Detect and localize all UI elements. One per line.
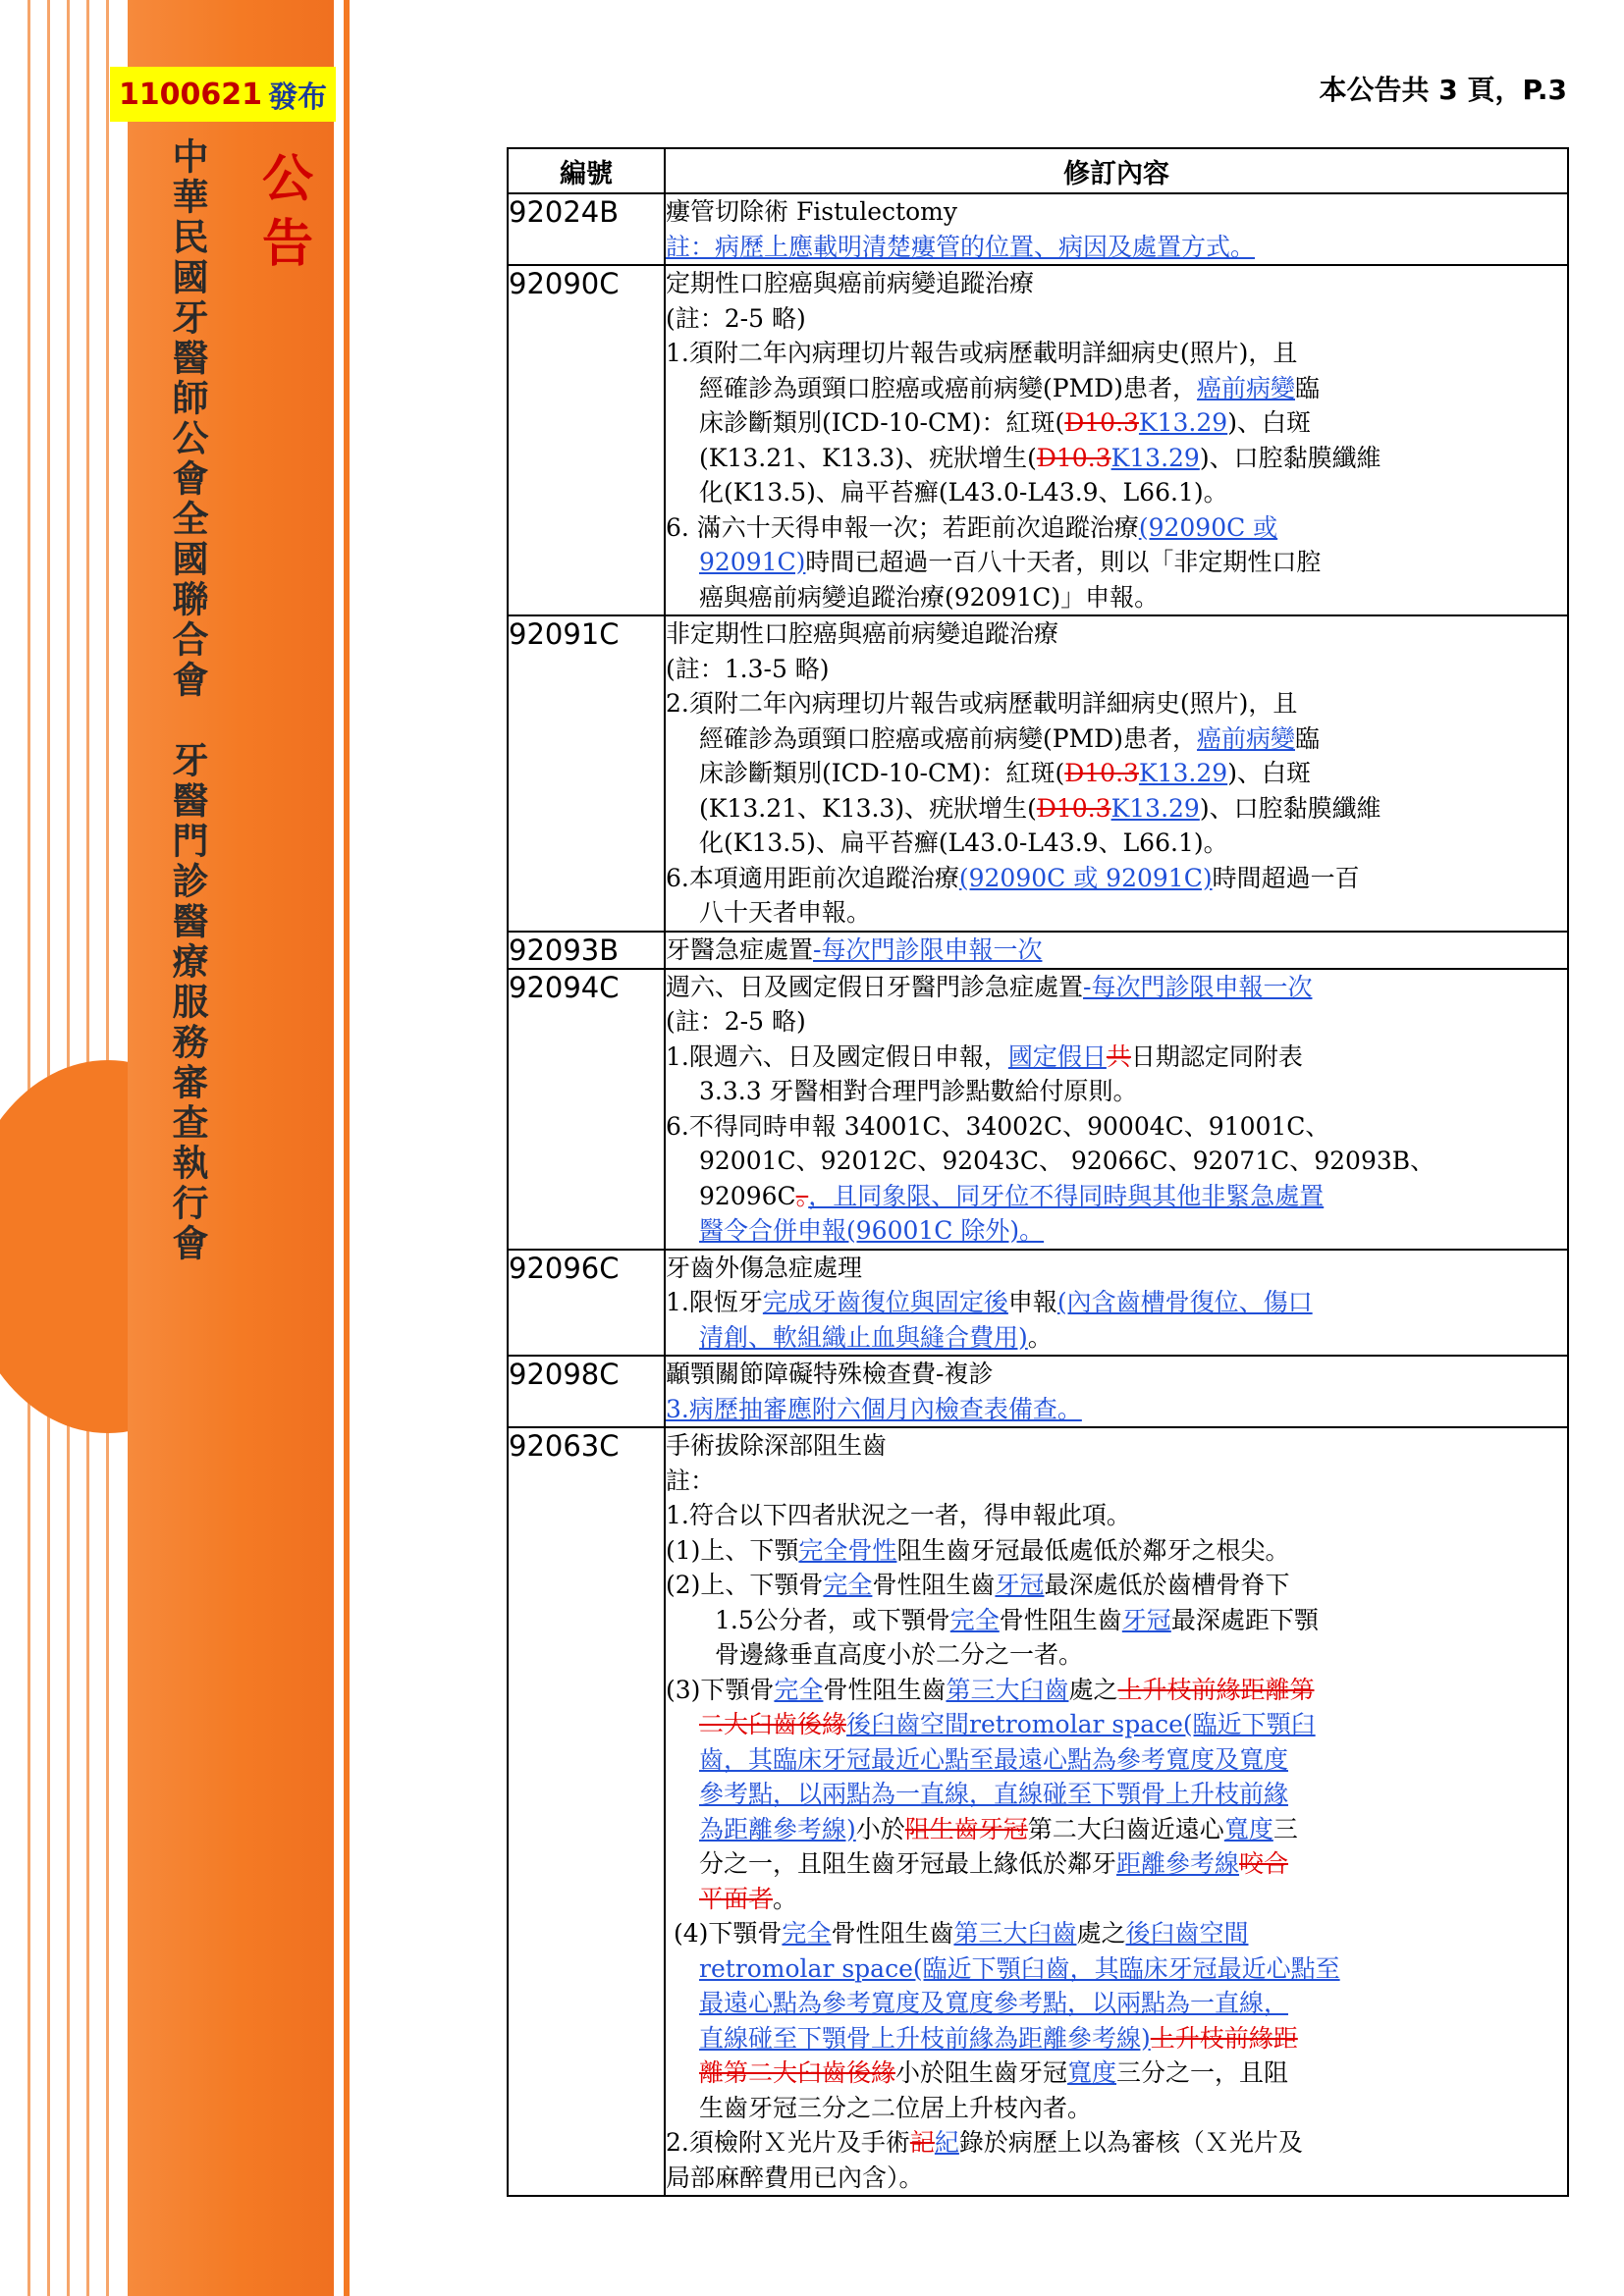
text-line [666, 1707, 1567, 1742]
table-header-row [508, 148, 1568, 193]
text-line [666, 1673, 1567, 1708]
text-line: 齒，其臨床牙冠最近心點至最遠心點為參考寬度及寬度 [699, 1744, 1289, 1774]
text-line [666, 861, 1567, 896]
text-span: 。 [1027, 1322, 1053, 1352]
added-text: 牙冠 [995, 1571, 1045, 1599]
added-text: 完全 [782, 1919, 832, 1948]
added-text: 第三大臼齒 [946, 1675, 1069, 1704]
text-span: 小於 [855, 1814, 905, 1843]
text-line: 1.符合以下四者狀況之一者，得申報此項。 [666, 1501, 1131, 1529]
table-row [508, 969, 1568, 1250]
text-span: 錄於病歷上以為審核（Ｘ光片及 [958, 2128, 1303, 2157]
text-line [666, 1882, 1567, 1917]
content-cell [665, 969, 1568, 1250]
added-text: 後臼齒空間retromolar space(臨近下顎臼 [846, 1710, 1316, 1738]
added-text: 距離參考線 [1116, 1849, 1240, 1878]
text-line [666, 1533, 1567, 1569]
added-text: K13.29 [1138, 408, 1228, 437]
content-cell [665, 932, 1568, 969]
text-line: 牙齒外傷急症處理 [666, 1253, 863, 1282]
text-span: 日期認定同附表 [1130, 1041, 1303, 1071]
added-text: 國定假日 [1007, 1041, 1107, 1071]
text-line [666, 1568, 1567, 1603]
text-line: 生齒牙冠三分之二位居上升枝內者。 [699, 2093, 1093, 2122]
text-span: 分之一，且阻生齒牙冠最上緣低於鄰牙 [699, 1849, 1117, 1878]
page-info: 本公告共 3 頁，P.3 [1319, 74, 1567, 106]
added-text: 後臼齒空間 [1125, 1919, 1249, 1948]
table-row [508, 1356, 1568, 1427]
table-row [508, 1427, 1568, 2196]
added-text: 寬度 [1223, 1814, 1273, 1843]
text-span: 時間已超過一百八十天者，則以「非定期性口腔 [805, 548, 1322, 576]
text-line: (註：2-5 略) [666, 303, 806, 333]
content-cell [665, 1250, 1568, 1357]
text-line [666, 1285, 1567, 1320]
added-text: ，且同象限、同牙位不得同時與其他非緊急處置 [808, 1181, 1325, 1210]
text-span: 骨性阻生齒 [831, 1919, 954, 1948]
code-cell: 92094C [508, 969, 665, 1250]
added-text: 完成牙齒復位與固定後 [762, 1288, 1008, 1316]
text-line: 化(K13.5)、扁平苔癬(L43.0-L43.9、L66.1)。 [699, 828, 1228, 857]
deleted-text: 記 [909, 2128, 935, 2157]
text-line [666, 1603, 1567, 1638]
deleted-text: 共 [1106, 1041, 1131, 1071]
code-cell: 92063C [508, 1427, 665, 2196]
text-span: 經確診為頭頸口腔癌或癌前病變(PMD)患者， [699, 373, 1197, 402]
deleted-text: D10.3 [1064, 408, 1139, 437]
text-span: 經確診為頭頸口腔癌或癌前病變(PMD)患者， [699, 723, 1197, 753]
added-text: 完全骨性 [798, 1535, 897, 1565]
text-line [666, 1916, 1567, 1951]
text-line [666, 2125, 1567, 2161]
content-cell [665, 1427, 1568, 2196]
text-span: 1.5公分者，或下顎骨 [715, 1605, 950, 1634]
deleted-text: 。 [795, 1181, 809, 1210]
organization-name: 中華民國牙醫師公會全國聯合會 牙醫門診醫療服務審查執行會 [166, 137, 208, 1264]
text-line: 化(K13.5)、扁平苔癬(L43.0-L43.9、L66.1)。 [699, 478, 1228, 507]
text-line: (註：2-5 略) [666, 1007, 806, 1036]
revision-table [507, 147, 1569, 2197]
code-cell: 92090C [508, 265, 665, 615]
text-line: 醫令合併申報(96001C 除外)。 [699, 1216, 1045, 1245]
text-span: (1)上、下顎 [666, 1535, 799, 1565]
added-text: 第三大臼齒 [953, 1919, 1077, 1948]
text-line [666, 756, 1567, 791]
added-text: K13.29 [1110, 793, 1200, 823]
text-span: 牙醫急症處置 [666, 934, 814, 964]
text-line [666, 2021, 1567, 2056]
added-text: 癌前病變 [1196, 723, 1295, 753]
text-line [666, 933, 1567, 968]
text-line: retromolar space(臨近下顎臼齒，其臨床牙冠最近心點至 [699, 1953, 1340, 1983]
added-text: -每次門診限申報一次 [813, 934, 1043, 964]
added-text: 92091C) [699, 548, 806, 576]
text-span: )、白斑 [1227, 408, 1311, 437]
code-cell: 92093B [508, 932, 665, 969]
deleted-text: D10.3 [1036, 793, 1111, 823]
text-line [666, 970, 1567, 1005]
table-row [508, 932, 1568, 969]
deleted-text: 離第二大臼齒後緣 [699, 2058, 896, 2087]
text-line: 1.須附二年內病理切片報告或病歷載明詳細病史(照片)，且 [666, 339, 1298, 367]
added-text: 寬度 [1067, 2058, 1117, 2087]
deleted-text: D10.3 [1036, 443, 1111, 472]
text-span: 三 [1272, 1814, 1298, 1843]
text-line: 92001C、92012C、92043C、 92066C、92071C、92093B、 [699, 1147, 1435, 1175]
added-text: 紀 [934, 2128, 959, 2157]
text-span: (4)下顎骨 [674, 1919, 783, 1948]
text-span: (K13.21、K13.3)、疣狀增生( [699, 443, 1037, 472]
added-text: -每次門診限申報一次 [1083, 972, 1313, 1001]
text-span: 1.限週六、日及國定假日申報， [666, 1041, 1008, 1071]
text-line: 骨邊緣垂直高度小於二分之一者。 [715, 1640, 1084, 1669]
text-span: 。 [773, 1884, 798, 1913]
text-line: 3.3.3 牙醫相對合理門診點數給付原則。 [699, 1077, 1138, 1105]
column-header-code: 編號 [508, 148, 665, 193]
text-line [666, 1846, 1567, 1882]
text-span: 骨性阻生齒 [823, 1675, 947, 1704]
added-text: (內含齒槽骨復位、傷口 [1056, 1288, 1313, 1316]
code-cell: 92024B [508, 193, 665, 265]
text-line: 註： [666, 1466, 716, 1495]
text-line [666, 510, 1567, 546]
announcement-title: 公告 [261, 150, 313, 274]
text-span: (2)上、下顎骨 [666, 1571, 824, 1599]
added-text: 完全 [774, 1675, 824, 1704]
text-line: 顳顎關節障礙特殊檢查費-複診 [666, 1360, 994, 1388]
table-row [508, 1250, 1568, 1357]
content-cell [665, 615, 1568, 932]
code-cell: 92098C [508, 1356, 665, 1427]
decorative-sidebar [0, 0, 353, 2296]
text-line: 八十天者申報。 [699, 898, 872, 927]
text-span: 時間超過一百 [1212, 863, 1360, 892]
text-span: 三分之一，且阻 [1116, 2058, 1289, 2087]
text-span: 6. 滿六十天得申報一次；若距前次追蹤治療 [666, 512, 1139, 542]
text-line [666, 1040, 1567, 1075]
code-cell: 92091C [508, 615, 665, 932]
text-span: 最深處距下顎 [1170, 1605, 1319, 1634]
decor-line [344, 0, 350, 2296]
text-line [666, 405, 1567, 441]
text-span: 處之 [1076, 1919, 1126, 1948]
text-span: 臨 [1295, 373, 1321, 402]
deleted-text: 上升枝前緣距 [1150, 2023, 1298, 2053]
text-span: )、白斑 [1227, 759, 1311, 787]
text-span: 最深處低於齒槽骨脊下 [1044, 1571, 1290, 1599]
column-header-content: 修訂內容 [665, 148, 1568, 193]
text-span: )、口腔黏膜纖維 [1199, 793, 1381, 823]
text-span: 6.本項適用距前次追蹤治療 [666, 863, 959, 892]
text-span: (3)下顎骨 [666, 1675, 775, 1704]
added-text: 清創、軟組織止血與縫合費用) [699, 1322, 1028, 1352]
text-line [666, 791, 1567, 827]
text-line: 參考點，以兩點為一直線，直線碰至下顎骨上升枝前緣 [699, 1780, 1289, 1808]
text-line [666, 1320, 1567, 1356]
content-cell [665, 265, 1568, 615]
text-span: 骨性阻生齒 [872, 1571, 996, 1599]
added-text: 癌前病變 [1196, 373, 1295, 402]
text-span: (K13.21、K13.3)、疣狀增生( [699, 793, 1037, 823]
content-cell [665, 193, 1568, 265]
text-line [666, 1812, 1567, 1847]
added-text: 牙冠 [1121, 1605, 1171, 1634]
text-span: 小於阻生齒牙冠 [895, 2058, 1068, 2087]
text-line: 6.不得同時申報 34001C、34002C、90004C、91001C、 [666, 1111, 1330, 1141]
text-line: 瘻管切除術 Fistulectomy [666, 197, 957, 226]
text-line: 2.須附二年內病理切片報告或病歷載明詳細病史(照片)，且 [666, 689, 1298, 718]
text-span: 92096C [699, 1181, 796, 1210]
text-span: 週六、日及國定假日牙醫門診急症處置 [666, 972, 1084, 1001]
text-line [666, 545, 1567, 580]
added-text: (92090C 或 [1138, 512, 1278, 542]
text-line: 局部麻醉費用已內含）。 [666, 2163, 924, 2192]
text-span: )、口腔黏膜纖維 [1199, 443, 1381, 472]
text-line [666, 441, 1567, 476]
added-text: 完全 [949, 1605, 1000, 1634]
text-line: 手術拔除深部阻生齒 [666, 1431, 888, 1460]
table-row [508, 193, 1568, 265]
publish-badge [110, 67, 336, 122]
publish-date: 1100621 [118, 77, 263, 112]
publish-label: 發布 [268, 80, 328, 115]
added-text: 完全 [823, 1571, 873, 1599]
code-cell: 92096C [508, 1250, 665, 1357]
added-text: (92090C 或 92091C) [958, 863, 1213, 892]
text-line [666, 721, 1567, 757]
text-line [666, 1179, 1567, 1214]
deleted-text: 上升枝前緣距離第 [1117, 1675, 1315, 1704]
table-row [508, 265, 1568, 615]
added-text: 為距離參考線) [699, 1814, 856, 1843]
added-text: K13.29 [1138, 759, 1228, 787]
text-span: 床診斷類別(ICD-10-CM)：紅斑( [699, 759, 1065, 787]
text-line [666, 371, 1567, 406]
deleted-text: 平面者 [699, 1884, 774, 1913]
deleted-text: 阻生齒牙冠 [904, 1814, 1028, 1843]
text-span: 2.須檢附Ｘ光片及手術 [666, 2128, 910, 2157]
text-span: 阻生齒牙冠最低處低於鄰牙之根尖。 [896, 1535, 1290, 1565]
text-line: 非定期性口腔癌與癌前病變追蹤治療 [666, 619, 1059, 648]
text-span: 第二大臼齒近遠心 [1027, 1814, 1224, 1843]
added-text: K13.29 [1110, 443, 1200, 472]
text-span: 處之 [1068, 1675, 1118, 1704]
text-line: 癌與癌前病變追蹤治療(92091C)」申報。 [699, 582, 1160, 612]
text-line: (註：1.3-5 略) [666, 654, 830, 683]
text-line: 3.病歷抽審應附六個月內檢查表備查。 [666, 1394, 1082, 1423]
text-span: 骨性阻生齒 [999, 1605, 1122, 1634]
deleted-text: D10.3 [1064, 759, 1139, 787]
text-line: 註：病歷上應載明清楚瘻管的位置、病因及處置方式。 [666, 232, 1256, 261]
text-line: 定期性口腔癌與癌前病變追蹤治療 [666, 269, 1035, 297]
content-cell [665, 1356, 1568, 1427]
text-span: 床診斷類別(ICD-10-CM)：紅斑( [699, 408, 1065, 437]
table-row [508, 615, 1568, 932]
text-span: 申報 [1007, 1288, 1057, 1316]
deleted-text: 咬合 [1239, 1849, 1289, 1878]
text-line: 最遠心點為參考寬度及寬度參考點，以兩點為一直線， [699, 1989, 1289, 2017]
text-line [666, 2056, 1567, 2091]
added-text: 直線碰至下顎骨上升枝前緣為距離參考線) [699, 2023, 1151, 2053]
text-span: 1.限恆牙 [666, 1288, 763, 1316]
deleted-text: 二大臼齒後緣 [699, 1710, 847, 1738]
text-span: 臨 [1295, 723, 1321, 753]
